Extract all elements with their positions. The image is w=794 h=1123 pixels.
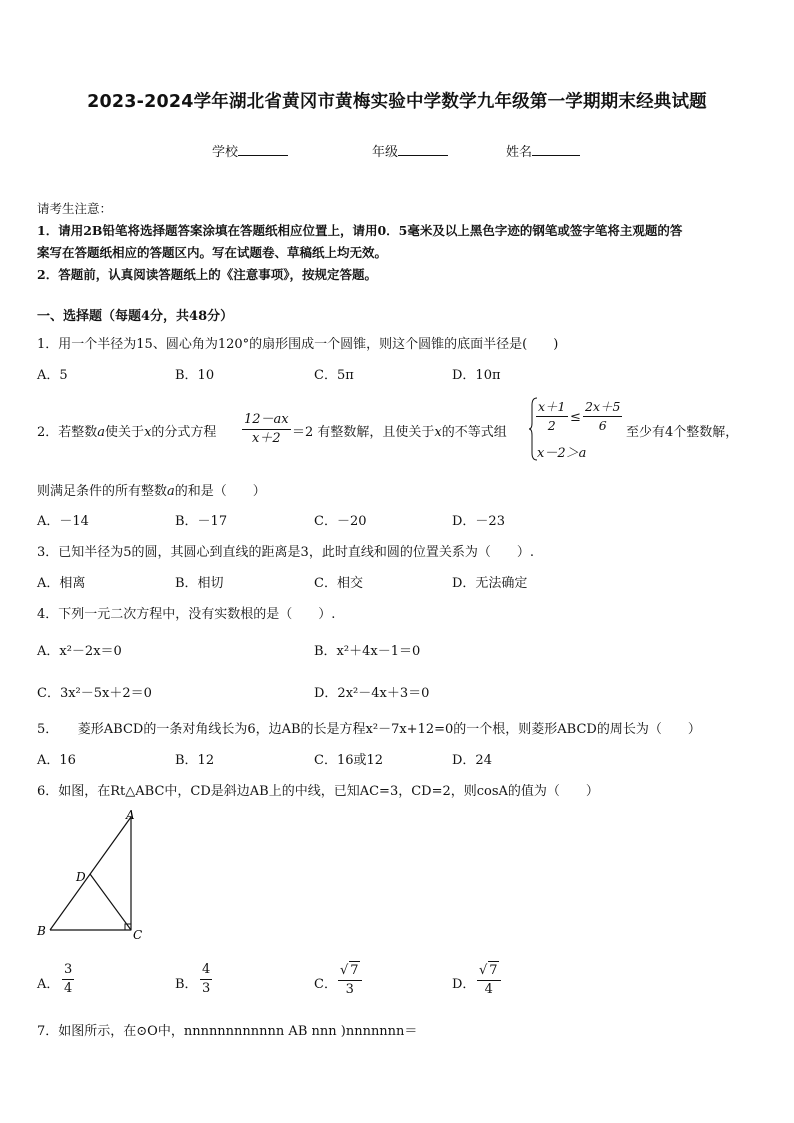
name-blank[interactable] (532, 142, 580, 156)
sqrt-icon: √ (479, 963, 488, 978)
q6-option-c-letter[interactable]: C． (314, 977, 337, 992)
q3-option-b[interactable]: B．相切 (175, 576, 224, 591)
q3-option-a[interactable]: A．相离 (37, 576, 86, 591)
q6-option-a-frac[interactable] (62, 961, 74, 998)
q2-text-4: ＝2 有整数解，且使关于 (292, 425, 435, 440)
q2-text-2: 使关于 (105, 425, 145, 440)
notice-item-1-cont: 案写在答题纸相应的答题区内。写在试题卷、草稿纸上均无效。 (37, 245, 388, 260)
sqrt-icon: √ (340, 963, 349, 978)
q6-triangle-figure (30, 805, 160, 945)
q2-var-a: a (97, 425, 106, 440)
school-blank[interactable] (238, 142, 288, 156)
q5-option-a[interactable]: A．16 (37, 753, 76, 768)
q2-option-b[interactable]: B．－17 (175, 514, 228, 529)
q2-option-a[interactable]: A．－14 (37, 514, 89, 529)
section-heading: 一、选择题（每题4分，共48分） (37, 309, 234, 324)
q2-text-3: 的分式方程 (151, 425, 217, 440)
q4-option-c[interactable]: C．3x²－5x＋2＝0 (37, 686, 152, 701)
q2-text-6: 则满足条件的所有整数 (37, 484, 168, 499)
q1-option-b[interactable]: B．10 (175, 368, 215, 383)
q2-stem-part3: 至少有4个整数解， (626, 425, 739, 440)
name-label: 姓名 (506, 145, 533, 160)
q7-stem: 7．如图所示，在⊙O中，nnnnnnnnnnnn AB nnn )nnnnnnn＝ (37, 1024, 418, 1039)
q4-option-d[interactable]: D．2x²－4x＋3＝0 (314, 686, 430, 701)
q3-option-d[interactable]: D．无法确定 (452, 576, 528, 591)
q6-d-den: 4 (484, 982, 493, 997)
q6-a-den: 4 (64, 981, 73, 996)
q4-option-a[interactable]: A．x²－2x＝0 (37, 644, 122, 659)
q2-frac-den: x＋2 (252, 431, 281, 446)
q6-option-b-frac[interactable] (200, 961, 212, 998)
notice-item-2: 2．答题前，认真阅读答题纸上的《注意事项》，按规定答题。 (37, 267, 377, 282)
q2-frac-num: 12－ax (242, 411, 291, 430)
q2-text-7: 的和是（ ） (174, 484, 266, 499)
q2-ineq1-left-den: 2 (547, 418, 556, 433)
q6-option-a-letter[interactable]: A． (37, 977, 60, 992)
q5-option-d[interactable]: D．24 (452, 753, 492, 768)
q6-b-num: 4 (200, 961, 212, 980)
q2-ineq1-left (536, 398, 568, 435)
q6-b-den: 3 (202, 981, 211, 996)
q2-var-x-2: x (434, 425, 442, 440)
q6-a-num: 3 (62, 961, 74, 980)
q6-c-num: 7 (350, 963, 359, 978)
q6-d-num: 7 (489, 963, 498, 978)
notice-item-1: 1．请用2B铅笔将选择题答案涂填在答题纸相应位置上，请用0．5毫米及以上黑色字迹的钢笔或签字笔将主观题的答 (37, 223, 683, 238)
q3-option-c[interactable]: C．相交 (314, 576, 363, 591)
q5-option-c[interactable]: C．16或12 (314, 753, 384, 768)
q3-stem: 3．已知半径为5的圆，其圆心到直线的距离是3，此时直线和圆的位置关系为（ ）. (37, 545, 534, 560)
q2-ineq2: x－2＞a (537, 446, 587, 461)
q2-ineq1-right-den: 6 (598, 418, 607, 433)
q4-option-b[interactable]: B．x²＋4x－1＝0 (314, 644, 421, 659)
q2-stem-part2 (292, 421, 507, 440)
q2-ineq1-op: ≤ (570, 410, 581, 425)
notice-heading: 请考生注意： (37, 201, 113, 216)
label-b: B (37, 924, 46, 938)
q2-ineq1-right (583, 398, 622, 435)
label-c: C (133, 928, 143, 942)
q6-option-b-letter[interactable]: B． (175, 977, 198, 992)
q2-text-1: 2．若整数 (37, 425, 98, 440)
grade-label: 年级 (372, 145, 399, 160)
label-d: D (76, 870, 86, 884)
q2-ineq1-right-num: 2x＋5 (583, 398, 622, 417)
school-label: 学校 (212, 145, 239, 160)
q2-ineq1-left-num: x＋1 (536, 398, 568, 417)
q2-option-c[interactable]: C．－20 (314, 514, 367, 529)
q6-option-d-frac[interactable] (477, 961, 501, 999)
q6-option-c-frac[interactable] (338, 961, 362, 999)
page-title: 2023-2024学年湖北省黄冈市黄梅实验中学数学九年级第一学期期末经典试题 (87, 92, 707, 112)
median-cd (90, 874, 131, 930)
q2-stem-part1 (37, 421, 216, 440)
q6-c-den: 3 (345, 982, 354, 997)
q5-stem: 5． 菱形ABCD的一条对角线长为6，边AB的长是方程x²－7x+12=0的一个根，则菱形ABCD的周长为（ ） (37, 722, 701, 737)
q2-text-5: 的不等式组 (441, 425, 507, 440)
label-a: A (126, 808, 135, 822)
q4-stem: 4．下列一元二次方程中，没有实数根的是（ ）. (37, 607, 336, 622)
q2-fraction (242, 411, 291, 448)
q2-option-d[interactable]: D．－23 (452, 514, 505, 529)
grade-blank[interactable] (398, 142, 448, 156)
q2-var-x: x (144, 425, 152, 440)
school-field (212, 141, 288, 160)
name-field (506, 141, 580, 160)
q5-option-b[interactable]: B．12 (175, 753, 215, 768)
q1-option-c[interactable]: C．5π (314, 368, 354, 383)
q1-option-d[interactable]: D．10π (452, 368, 501, 383)
q1-option-a[interactable]: A．5 (37, 368, 68, 383)
grade-field (372, 141, 448, 160)
q2-var-a-2: a (167, 484, 175, 499)
q1-stem: 1．用一个半径为15、圆心角为120°的扇形围成一个圆锥，则这个圆锥的底面半径是( ) (37, 337, 559, 352)
q6-stem: 6．如图，在Rt△ABC中，CD是斜边AB上的中线，已知AC=3，CD=2，则cosA的值为（ ） (37, 784, 599, 799)
q2-stem-cont (37, 480, 266, 499)
q6-option-d-letter[interactable]: D． (452, 977, 476, 992)
